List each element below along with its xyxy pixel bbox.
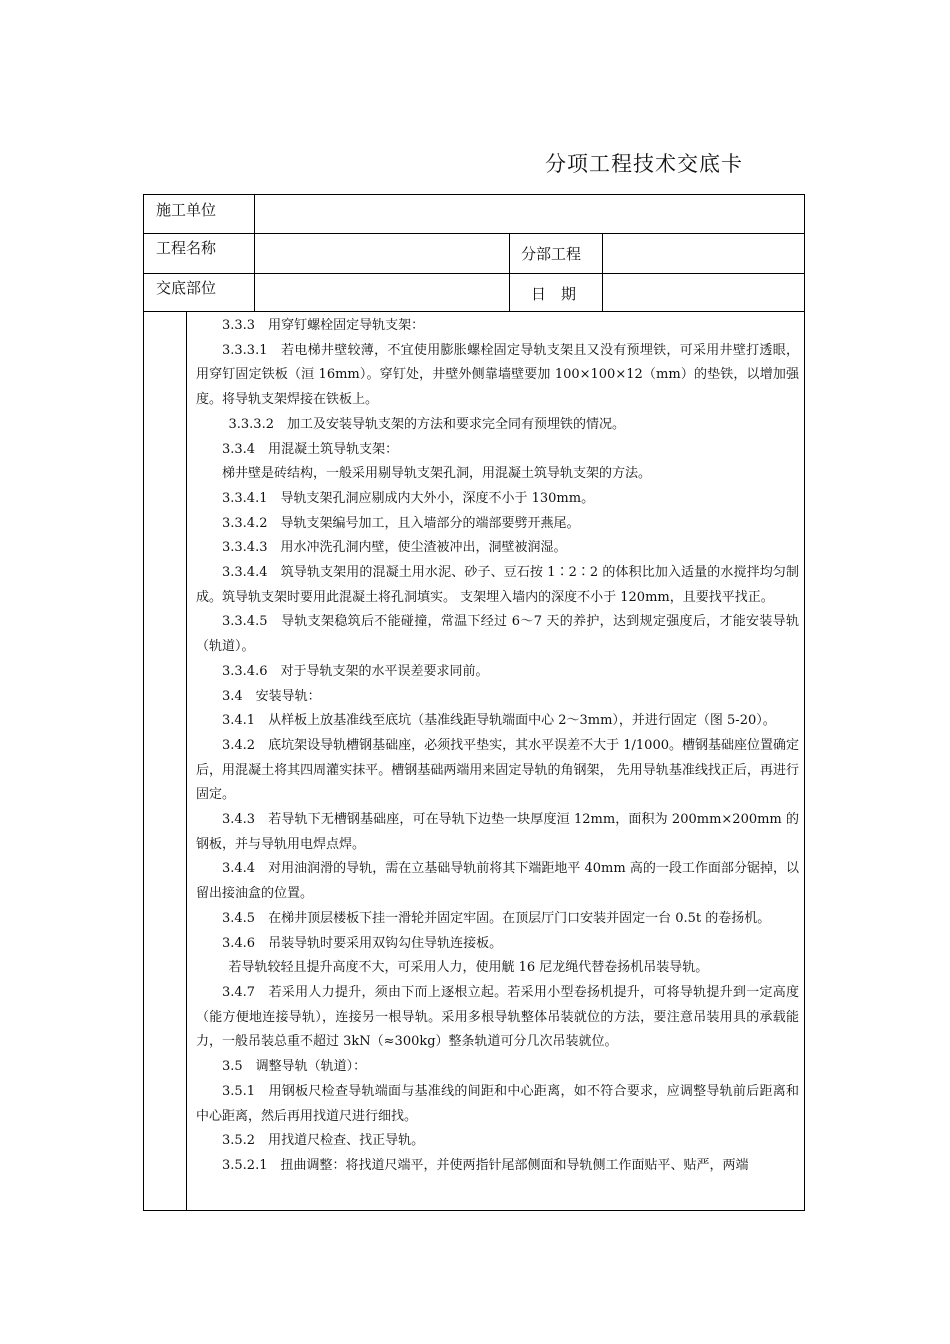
paragraph: 3.3.4.3 用水冲洗孔洞内壁，使尘渣被冲出，洞壁被润湿。 bbox=[222, 540, 567, 556]
paragraph: 3.3.4 用混凝土筑导轨支架： bbox=[222, 441, 399, 457]
paragraph: 3.3.4.4 筑导轨支架用的混凝土用水泥、砂子、豆石按 1∶2∶2 的体积比加入适量的水搅拌均匀制成。筑导轨支架时要用此混凝土将孔洞填实。 支架埋入墙内的深度不小于 120mm，且要找平找正。 bbox=[196, 565, 799, 605]
paragraph: 3.5.1 用钢板尺检查导轨端面与基准线的间距和中心距离，如不符合要求，应调整导轨前后距离和中心距离，然后再用找道尺进行细找。 bbox=[196, 1083, 799, 1124]
paragraph: 3.3.3.1 若电梯井壁较薄，不宜使用膨胀螺栓固定导轨支架且又没有预埋铁，可采用井壁打透眼，用穿钉固定铁板（洹 16mm）。穿钉处，井壁外侧靠墙壁要加 100×100×12（mm）的垫铁，以增加强度。将导轨支架焊接在铁板上。 bbox=[196, 342, 799, 408]
row-project-name bbox=[144, 233, 804, 274]
disclosure-body bbox=[143, 312, 805, 1211]
location-label: 交底部位 bbox=[156, 279, 217, 297]
paragraph: 3.4.2 底坑架设导轨槽钢基础座，必须找平垫实，其水平误差不大于 1/1000。槽钢基础座位置确定后，用混凝土将其四周灌实抹平。槽钢基础两端用来固定导轨的角钢架， 先用导轨基准线找正后，再进行固定。 bbox=[196, 737, 799, 803]
paragraph: 3.3.4.2 导轨支架编号加工，且入墙部分的端部要劈开燕尾。 bbox=[222, 515, 580, 531]
row-construction-unit bbox=[144, 195, 804, 234]
left-column-divider bbox=[186, 312, 187, 1210]
paragraph: 3.4 安装导轨： bbox=[222, 688, 321, 704]
divider bbox=[509, 233, 510, 273]
divider bbox=[254, 273, 255, 312]
paragraph: 3.5.2 用找道尺检查、找正导轨。 bbox=[222, 1133, 425, 1149]
row-location bbox=[144, 273, 804, 312]
paragraph: 3.3.3 用穿钉螺栓固定导轨支架： bbox=[222, 318, 425, 333]
paragraph: 3.3.4.5 导轨支架稳筑后不能碰撞，常温下经过 6～7 天的养护，达到规定强度后，才能安装导轨（轨道）。 bbox=[196, 614, 799, 655]
header-table bbox=[143, 194, 805, 312]
divider bbox=[602, 273, 603, 312]
paragraph: 若导轨较轻且提升高度不大，可采用人力，使用觥 16 尼龙绳代替卷扬机吊装导轨。 bbox=[228, 960, 709, 976]
paragraph: 3.4.6 吊装导轨时要采用双钩勾住导轨连接板。 bbox=[222, 935, 503, 951]
date-label: 日 期 bbox=[531, 285, 577, 303]
paragraph: 3.4.4 对用油润滑的导轨，需在立基础导轨前将其下端距地平 40mm 高的一段工作面部分锯掉，以留出接油盒的位置。 bbox=[196, 861, 799, 902]
paragraph: 3.3.4.6 对于导轨支架的水平误差要求同前。 bbox=[222, 663, 489, 679]
divider bbox=[602, 233, 603, 273]
divider bbox=[509, 273, 510, 312]
divider bbox=[254, 195, 255, 233]
paragraph: 梯井壁是砖结构，一般采用剔导轨支架孔洞，用混凝土筑导轨支架的方法。 bbox=[222, 466, 652, 482]
disclosure-content bbox=[196, 314, 799, 1179]
paragraph: 3.5 调整导轨（轨道）： bbox=[222, 1059, 367, 1075]
paragraph: 3.3.3.2 加工及安装导轨支架的方法和要求完全同有预埋铁的情况。 bbox=[228, 416, 625, 432]
paragraph: 3.4.1 从样板上放基准线至底坑（基准线距导轨端面中心 2～3mm），并进行固定（图 5-20）。 bbox=[222, 713, 776, 729]
unit-label: 施工单位 bbox=[156, 201, 217, 219]
subproject-label: 分部工程 bbox=[521, 245, 582, 263]
divider bbox=[254, 233, 255, 273]
paragraph: 3.3.4.1 导轨支架孔洞应剔成内大外小，深度不小于 130mm。 bbox=[222, 490, 595, 506]
page-title: 分项工程技术交底卡 bbox=[545, 152, 743, 176]
paragraph: 3.4.3 若导轨下无槽钢基础座，可在导轨下边垫一块厚度洹 12mm，面积为 200mm×200mm 的钢板，并与导轨用电焊点焊。 bbox=[196, 812, 799, 852]
paragraph: 3.5.2.1 扭曲调整：将找道尺端平，并使两指针尾部侧面和导轨侧工作面贴平、贴严，两端 bbox=[222, 1157, 749, 1173]
paragraph: 3.4.5 在梯井顶层楼板下挂一滑轮并固定牢固。在顶层厅门口安装并固定一台 0.5t 的卷扬机。 bbox=[222, 910, 771, 926]
project-label: 工程名称 bbox=[156, 239, 217, 257]
paragraph: 3.4.7 若采用人力提升，须由下而上逐根立起。若采用小型卷扬机提升，可将导轨提升到一定高度（能方便地连接导轨），连接另一根导轨。采用多根导轨整体吊装就位的方法，要注意吊装用具的承载能力，一般吊装总重不超过 3kN（≈300kg）整条轨道可分几次吊装就位。 bbox=[196, 984, 799, 1050]
